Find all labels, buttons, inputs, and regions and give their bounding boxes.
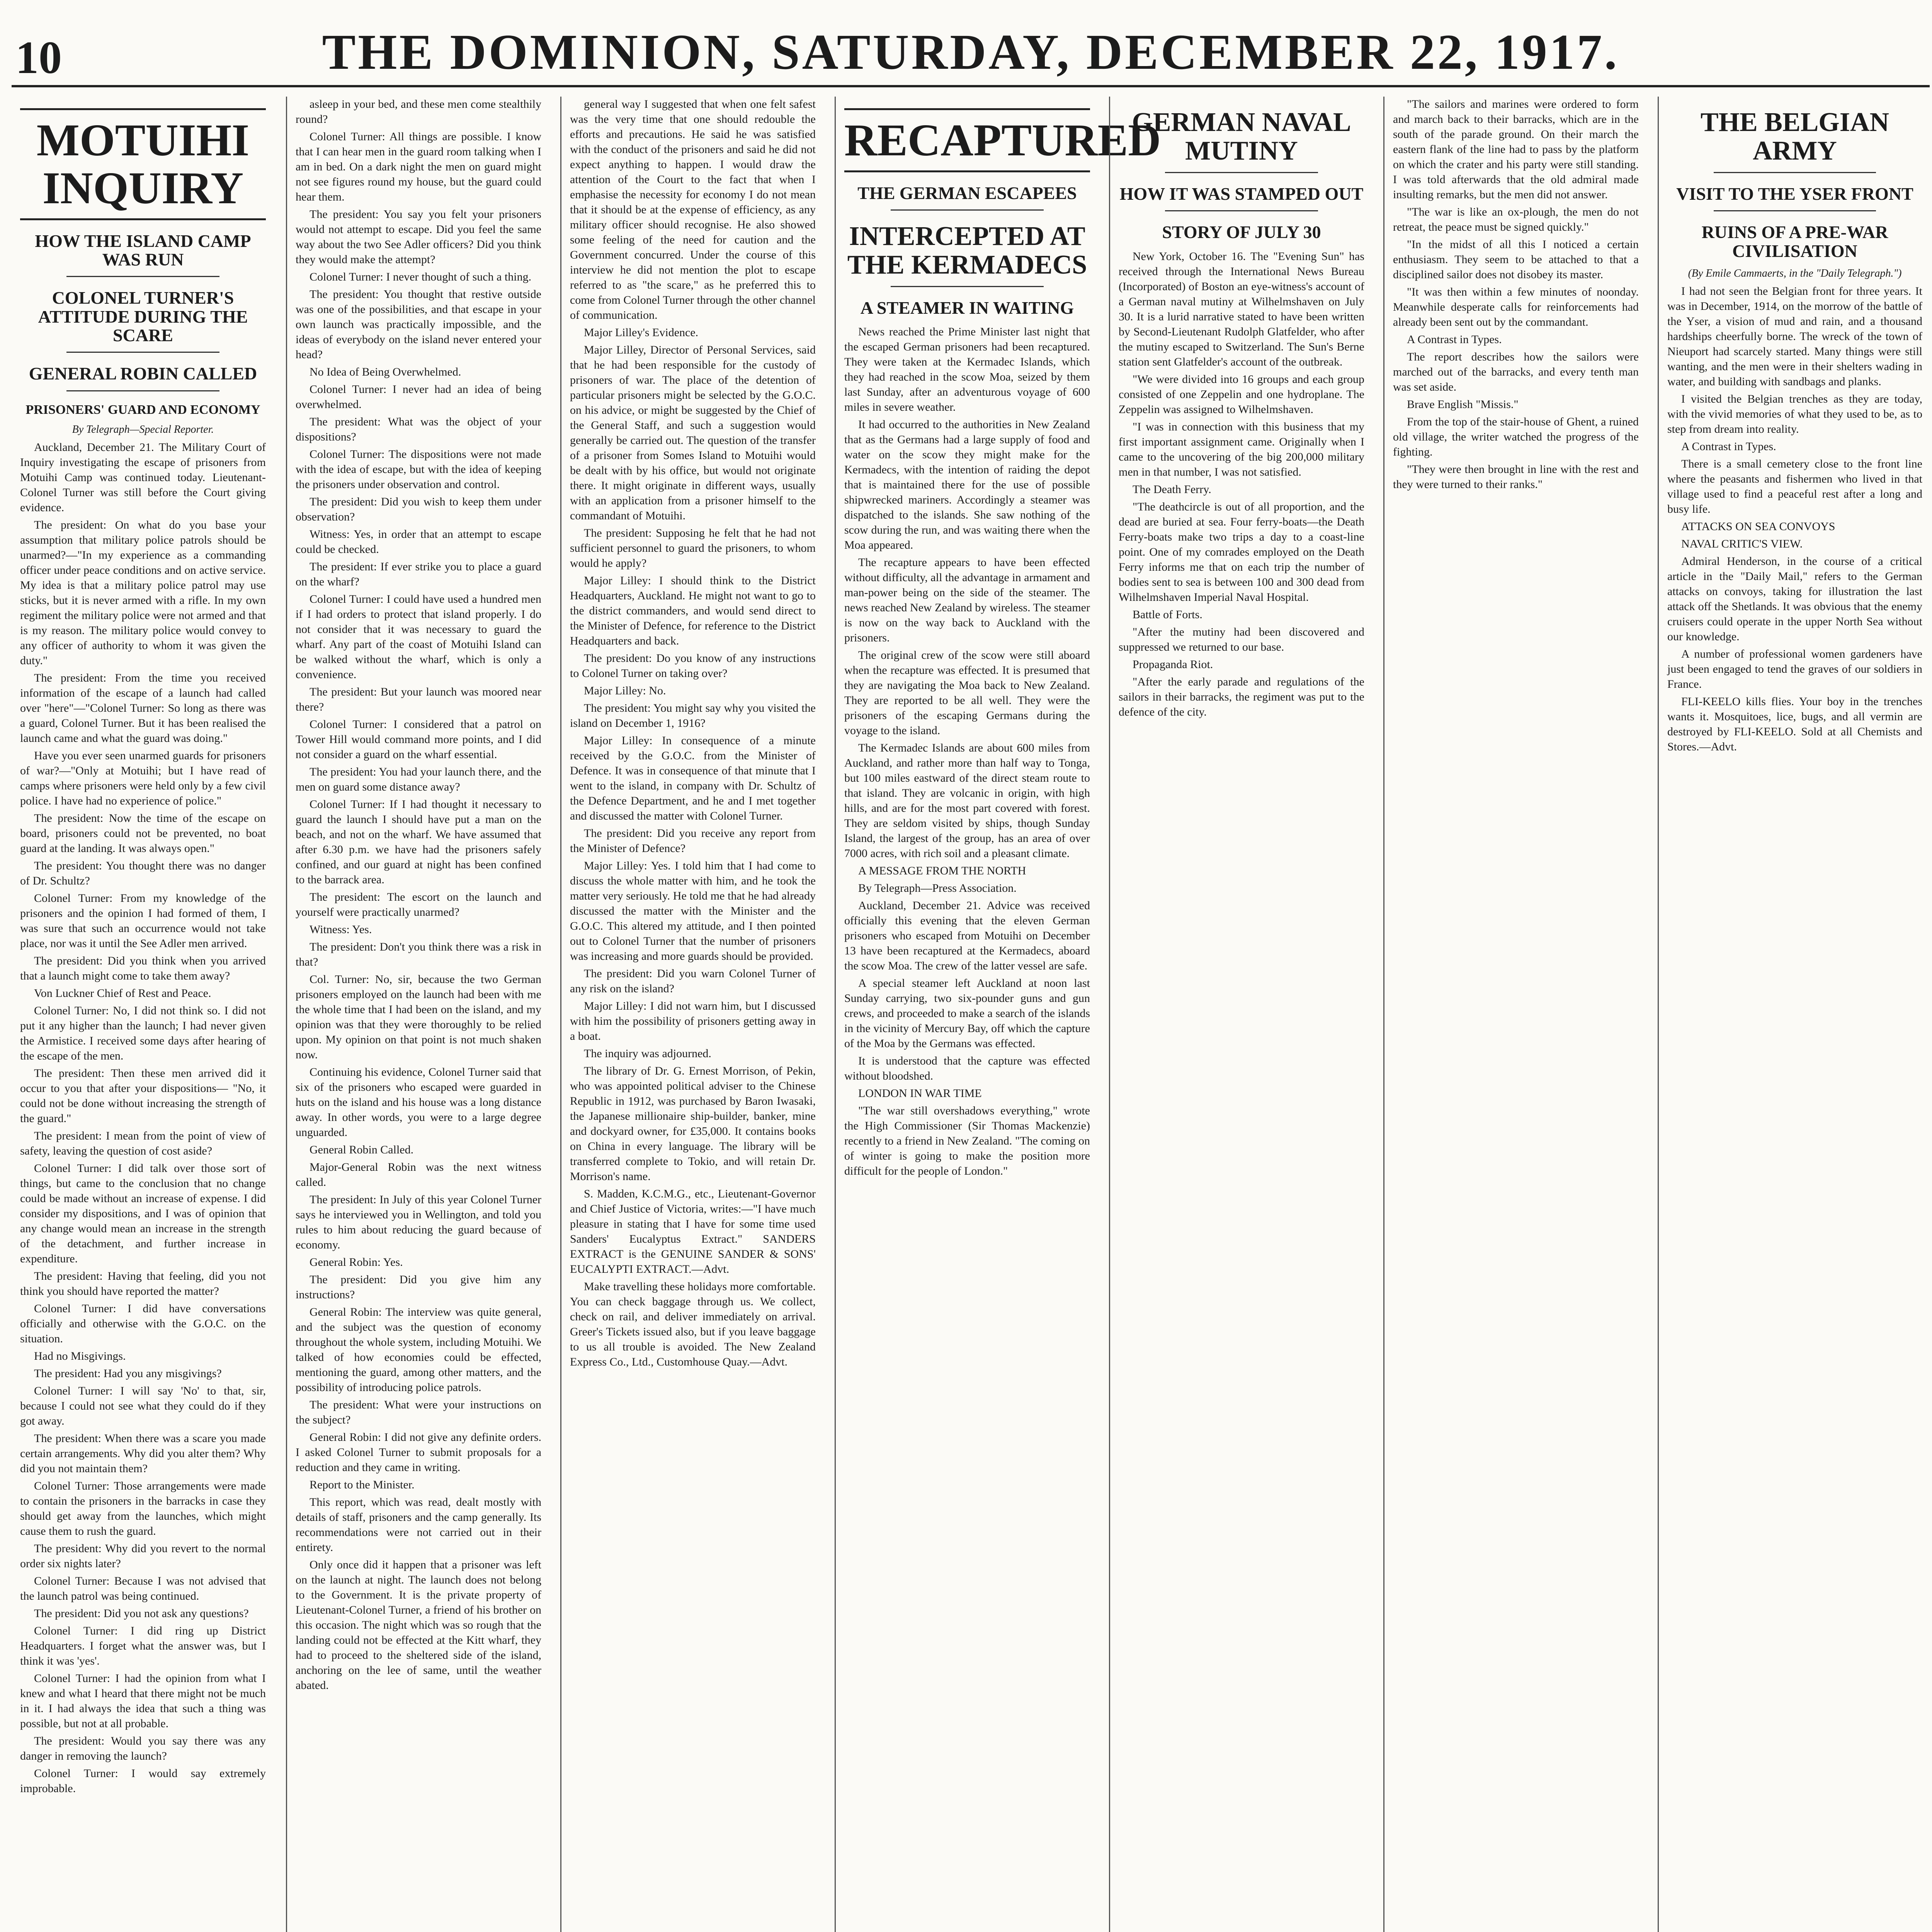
- article-paragraph: The original crew of the scow were still aboard when the recapture was effected. It is presumed that they are navigating the Moa back to New Zealand. They are reported to be all well. They were the prisoners of the escaping Germans during the voyage to the island.: [844, 649, 1090, 737]
- article-paragraph: A special steamer left Auckland at noon last Sunday carrying, two six-pounder guns and gun crews, and proceeded to make a search of the islands in the vicinity of Mercury Bay, off which the capture of the Moa by the Germans was effected.: [844, 977, 1090, 1050]
- article-paragraph: The Death Ferry.: [1133, 483, 1211, 496]
- article-paragraph: Propaganda Riot.: [1133, 658, 1213, 671]
- article-paragraph: Colonel Turner: All things are possible. I know that I can hear men in the guard room talking when I am in bed. On a dark night the men on guard might not see figures round my house, but the guard could hear them.: [296, 130, 541, 203]
- article-paragraph: A number of professional women gardeners have just been engaged to tend the graves of our soldiers in France.: [1667, 647, 1922, 690]
- divider: [1165, 210, 1318, 211]
- article-paragraph: The inquiry was adjourned.: [584, 1047, 711, 1060]
- article-paragraph: By Telegraph—Press Association.: [858, 882, 1017, 895]
- article-paragraph: "The deathcircle is out of all proportion, and the dead are buried at sea. Four ferry-boats—the Death Ferry-boats make two trips a day to a coast-line point. One of my comrades employed on the Death Ferry informs me that on each trip the number of bodies sent to sea is between 100 and 300 dead from Wilhelmshaven Imperial Naval Hospital.: [1119, 500, 1364, 604]
- article-paragraph: The president: Did you not ask any questions?: [34, 1607, 249, 1620]
- article-paragraph: Colonel Turner: From my knowledge of the prisoners and the opinion I had formed of them, I was sure that such an occurrence would not take place, nor was it until the See Adler men arrived.: [20, 892, 266, 950]
- divider: [1165, 172, 1318, 173]
- article-paragraph: From the top of the stair-house of Ghent, a ruined old village, the writer watched the progress of the fighting.: [1393, 415, 1639, 458]
- article-paragraph: The president: Why did you revert to the normal order six nights later?: [20, 1542, 266, 1570]
- article-body: [20, 440, 266, 1796]
- article-paragraph: "After the mutiny had been discovered and suppressed we returned to our base.: [1119, 625, 1364, 653]
- article-paragraph: Von Luckner Chief of Rest and Peace.: [34, 987, 211, 1000]
- article-paragraph: The president: On what do you base your assumption that military police patrols should be unarmed?—"In my experience as a commanding officer under peace conditions and on active service. My idea is that a military police patrol may use sticks, but it is never armed with a rifle. In my own regiment the military police were not armed and that is my reason. The military police would convey to any officer of authority to whom it was given the duty.": [20, 519, 266, 667]
- article-paragraph: "The war still overshadows everything," wrote the High Commissioner (Sir Thomas Mackenzie) recently to a friend in New Zealand. "The coming on of winter is going to make the position more difficult for the people of London.": [844, 1104, 1090, 1178]
- article-paragraph: The president: What were your instructions on the subject?: [296, 1398, 541, 1426]
- article-paragraph: The Kermadec Islands are about 600 miles from Auckland, and rather more than half way to Tonga, but 100 miles eastward of the direct steam route to that island. They are volcanic in origin, with high hills, and are for the most part covered with forest. They are seldom visited by ships, though Sunday Island, the largest of the group, has an area of over 7000 acres, with rich soil and a pleasant climate.: [844, 742, 1090, 860]
- article-paragraph: Col. Turner: No, sir, because the two German prisoners employed on the launch had been with me the whole time that I had been on the island, and my opinion was that they were thoroughly to be relied upon. My opinion on that point is not much shaken now.: [296, 973, 541, 1061]
- article-paragraph: The president: Did you give him any instructions?: [296, 1273, 541, 1301]
- divider: [66, 276, 219, 277]
- deck-4: PRISONERS' GUARD AND ECONOMY: [26, 402, 260, 417]
- article-body: [1393, 97, 1639, 492]
- article-paragraph: Colonel Turner: No, I did not think so. I did not put it any higher than the launch; I had never given the Armistice. I received some days after hearing of the escape of the men.: [20, 1004, 266, 1063]
- newspaper-page: [12, 8, 1930, 1932]
- divider: [1714, 210, 1876, 211]
- article-paragraph: Colonel Turner: I would say extremely improbable.: [20, 1767, 266, 1795]
- article-paragraph: The report describes how the sailors were marched out of the barracks, and every tenth man was set aside.: [1393, 350, 1639, 393]
- deck-2: RUINS OF A PRE-WAR CIVILISATION: [1701, 222, 1888, 261]
- article-paragraph: Had no Misgivings.: [34, 1350, 126, 1363]
- article-paragraph: The president: I mean from the point of view of safety, leaving the question of cost aside?: [20, 1129, 266, 1158]
- article-paragraph: There is a small cemetery close to the front line where the peasants and fishermen who lived in that village used to find a peaceful rest after a long and busy life.: [1667, 457, 1922, 515]
- article-paragraph: "After the early parade and regulations of the sailors in their barracks, the regiment was put to the defence of the city.: [1119, 675, 1364, 718]
- article-paragraph: A Contrast in Types.: [1407, 333, 1502, 346]
- article-paragraph: The president: Then these men arrived did it occur to you that after your dispositions— "No, it could not be done without increasing the strength of the guard.": [20, 1067, 266, 1125]
- article-body: [1119, 249, 1364, 719]
- article-body: [844, 324, 1090, 1179]
- article-paragraph: Major Lilley: No.: [584, 684, 666, 697]
- column-6: [1383, 97, 1647, 1932]
- page-number: 10: [15, 32, 62, 83]
- column-4: [835, 97, 1161, 1932]
- article-paragraph: Colonel Turner: I had the opinion from what I knew and what I heard that there might not be much in it. I had always the idea that such a thing was possible, but not at all probable.: [20, 1672, 266, 1730]
- divider: [891, 286, 1044, 287]
- article-paragraph: Major Lilley's Evidence.: [584, 326, 699, 339]
- article-paragraph: New York, October 16. The "Evening Sun" has received through the International News Bureau (Incorporated) of Boston an eye-witness's account of a German naval mutiny at Wilhelmshaven on July 30. It is a lurid narrative stated to have been written by Second-Lieutenant Rudolph Glatfelder, who after the mutiny escaped to Switzerland. The Sun's Berne station sent Glatfelder's account of the outbreak.: [1119, 250, 1364, 368]
- paper-title: THE DOMINION, SATURDAY, DECEMBER 22, 1917.: [322, 24, 1619, 80]
- article-paragraph: Major Lilley: I should think to the District Headquarters, Auckland. He might not want to go to the district commanders, and would send direct to the Minister of Defence, for reference to the District Headquarters and back.: [570, 574, 816, 647]
- headline-recaptured: RECAPTURED: [844, 108, 1090, 172]
- article-paragraph: ATTACKS ON SEA CONVOYS: [1681, 520, 1835, 533]
- article-paragraph: Major Lilley: In consequence of a minute received by the G.O.C. from the Minister of Defence. It was in consequence of that minute that I went to the island, in company with Dr. Schultz of the Defence Department, and he and I met together and discussed the matter with Colonel Turner.: [570, 734, 816, 822]
- column-7: [1658, 97, 1931, 1932]
- article-paragraph: "It was then within a few minutes of noonday. Meanwhile desperate calls for reinforcements had already been sent out by the commandant.: [1393, 286, 1639, 328]
- deck-1: HOW IT WAS STAMPED OUT: [1119, 184, 1364, 204]
- article-paragraph: Colonel Turner: I did ring up District Headquarters. I forget what the answer was, but I think it was 'yes'.: [20, 1624, 266, 1668]
- byline: By Telegraph—Special Reporter.: [72, 423, 214, 436]
- article-paragraph: Battle of Forts.: [1133, 608, 1202, 621]
- column-3: [560, 97, 824, 1932]
- article-paragraph: General Robin: The interview was quite general, and the subject was the question of economy throughout the whole system, including Motuihi. We talked of how economies could be effected, mentioning the guard, among other matters, and the possibility of introducing police patrols.: [296, 1306, 541, 1394]
- article-paragraph: The president: Had you any misgivings?: [34, 1367, 222, 1380]
- article-paragraph: Colonel Turner: I did talk over those sort of things, but came to the conclusion that no change could be made without an increase of expense. I did consider my dispositions, and I was of opinion that any change would mean an increase in the strength of the detachment, and further increase in expenditure.: [20, 1162, 266, 1265]
- article-paragraph: The president: If ever strike you to place a guard on the wharf?: [296, 560, 541, 588]
- article-paragraph: Witness: Yes, in order that an attempt to escape could be checked.: [296, 528, 541, 556]
- article-paragraph: The president: Did you wish to keep them under observation?: [296, 495, 541, 523]
- headline-motuihi-inquiry: MOTUIHI INQUIRY: [20, 108, 266, 220]
- headline-german-naval-mutiny: GERMAN NAVAL MUTINY: [1132, 107, 1351, 166]
- article-paragraph: The president: You thought that restive outside was one of the possibilities, and that escape in your own launch was practically impossible, and the ideas of everybody on the island never entered your head?: [296, 288, 541, 361]
- article-paragraph: No Idea of Being Overwhelmed.: [310, 366, 461, 378]
- article-paragraph: Colonel Turner: I considered that a patrol on Tower Hill would command more points, and I did not consider a guard on the wharf essential.: [296, 718, 541, 761]
- article-paragraph: The president: The escort on the launch and yourself were practically unarmed?: [296, 891, 541, 918]
- article-paragraph: This report, which was read, dealt mostly with details of staff, prisoners and the camp generally. Its recommendations were not carried out in their entirety.: [296, 1496, 541, 1554]
- article-paragraph: Colonel Turner: If I had thought it necessary to guard the launch I should have put a man on the beach, and not on the wharf. We have assumed that after 6.30 p.m. we have had the prisoners safely confined, and our guard at night has been confined to the barrack area.: [296, 798, 541, 886]
- masthead: [12, 8, 1930, 87]
- article-paragraph: The president: Do you know of any instructions to Colonel Turner on taking over?: [570, 652, 816, 680]
- article-paragraph: "We were divided into 16 groups and each group consisted of one Zeppelin and one hydroplane. The Zeppelin was assigned to Wilhelmshaven.: [1119, 372, 1364, 416]
- article-paragraph: The president: You say you felt your prisoners would not attempt to escape. Did you feel the same way about the two See Adler officers? Did you think they would make the attempt?: [296, 208, 541, 266]
- article-paragraph: News reached the Prime Minister last night that the escaped German prisoners had been recaptured. They were taken at the Kermadec Islands, which they had reached in the scow Moa, seized by them last Sunday, after an adventurous voyage of 600 miles in severe weather.: [844, 325, 1090, 414]
- deck-3: A STEAMER IN WAITING: [860, 298, 1074, 318]
- divider: [1714, 172, 1876, 173]
- article-paragraph: The president: Did you think when you arrived that a launch might come to take them away?: [20, 954, 266, 983]
- article-paragraph: The library of Dr. G. Ernest Morrison, of Pekin, who was appointed political adviser to the Chinese Republic in 1912, was purchased by Baron Iwasaki, the Japanese millionaire ship-builder, banker, mine and dockyard owner, for £35,000. It contains books on China in every language. The library will be transferred complete to Tokio, and will retain Dr. Morrison's name.: [570, 1065, 816, 1183]
- deck-1: HOW THE ISLAND CAMP WAS RUN: [35, 231, 251, 270]
- deck-2: INTERCEPTED AT THE KERMADECS: [847, 221, 1087, 280]
- article-paragraph: Admiral Henderson, in the course of a critical article in the "Daily Mail," refers to the German attacks on convoys, taking for illustration the last attack off the Shetlands. It was obvious that the enemy cruisers could operate in the upper North Sea without our knowledge.: [1667, 554, 1922, 643]
- deck-3: GENERAL ROBIN CALLED: [29, 364, 257, 384]
- article-paragraph: The president: Would you say there was any danger in removing the launch?: [20, 1735, 266, 1763]
- article-paragraph: Major Lilley: Yes. I told him that I had come to discuss the whole matter with him, and he took the matter very seriously. He told me that he had already discussed the matter with the Minister and the G.O.C. This altered my attitude, and I then pointed out to Colonel Turner that the number of prisoners was increasing and more guards should be provided.: [570, 859, 816, 963]
- article-paragraph: Report to the Minister.: [310, 1478, 415, 1491]
- article-paragraph: General Robin: Yes.: [310, 1256, 403, 1269]
- article-paragraph: Colonel Turner: Because I was not advised that the launch patrol was being continued.: [20, 1575, 266, 1603]
- deck-2: STORY OF JULY 30: [1162, 222, 1321, 242]
- article-paragraph: Major-General Robin was the next witness called.: [296, 1161, 541, 1189]
- article-paragraph: A MESSAGE FROM THE NORTH: [858, 864, 1026, 878]
- article-paragraph: General Robin: I did not give any definite orders. I asked Colonel Turner to submit proposals for a reduction and they came in writing.: [296, 1431, 541, 1474]
- byline: (By Emile Cammaerts, in the "Daily Telegraph."): [1688, 267, 1902, 279]
- article-paragraph: The president: In July of this year Colonel Turner says he interviewed you in Wellington, and told you rules to him about reducing the guard because of economy.: [296, 1193, 541, 1251]
- article-paragraph: Colonel Turner: I did have conversations officially and otherwise with the G.O.C. on the situation.: [20, 1302, 266, 1345]
- article-paragraph: Colonel Turner: I never had an idea of being overwhelmed.: [296, 383, 541, 411]
- article-paragraph: Colonel Turner: I could have used a hundred men if I had orders to protect that island properly. I do not consider that it was necessary to guard the wharf. Any part of the coast of Motuihi Island can be walked without the wharf, which is only a convenience.: [296, 593, 541, 681]
- article-paragraph: The president: You had your launch there, and the men on guard some distance away?: [296, 765, 541, 793]
- article-paragraph: The president: What was the object of your dispositions?: [296, 415, 541, 443]
- article-paragraph: Witness: Yes.: [310, 923, 372, 936]
- article-paragraph: "They were then brought in line with the rest and they were turned to their ranks.": [1393, 463, 1639, 491]
- article-body: [1667, 284, 1922, 754]
- deck-1: THE GERMAN ESCAPEES: [857, 183, 1077, 203]
- divider: [66, 352, 219, 353]
- article-paragraph: The president: You thought there was no danger of Dr. Schultz?: [20, 859, 266, 888]
- divider: [891, 209, 1044, 211]
- article-paragraph: Have you ever seen unarmed guards for prisoners of war?—"Only at Motuihi; but I have read of camps where prisoners were held only by a few civil police. I have had no experience of police.": [20, 749, 266, 808]
- article-paragraph: The recapture appears to have been effected without difficulty, all the advantage in armament and man-power being on the side of the steamer. The news reached New Zealand by wireless. The steamer is now on the way back to Auckland with the prisoners.: [844, 556, 1090, 645]
- columns: [12, 97, 1930, 1932]
- article-paragraph: Brave English "Missis.": [1407, 398, 1519, 411]
- article-paragraph: I had not seen the Belgian front for three years. It was in December, 1914, on the morrow of the battle of the Yser, a vision of mud and rain, and a thousand hardships cheerfully borne. The wreck of the town of Nieuport had scarcely started. Many things were still wanting, and the men were in their shelters wading in water, and building with sandbags and planks.: [1667, 284, 1922, 388]
- deck-1: VISIT TO THE YSER FRONT: [1676, 184, 1913, 204]
- article-paragraph: Continuing his evidence, Colonel Turner said that six of the prisoners who escaped were guarded in huts on the island and his house was a long distance away. In other words, you were to a large degree unguarded.: [296, 1066, 541, 1139]
- article-paragraph: Colonel Turner: Those arrangements were made to contain the prisoners in the barracks in case they should get away from the launches, which might cause them to rush the guard.: [20, 1480, 266, 1538]
- column-2: [286, 97, 550, 1932]
- article-paragraph: LONDON IN WAR TIME: [858, 1087, 982, 1100]
- column-1: [12, 97, 274, 1932]
- article-paragraph: NAVAL CRITIC'S VIEW.: [1681, 537, 1803, 550]
- article-paragraph: The president: Don't you think there was a risk in that?: [296, 940, 541, 968]
- article-body: [570, 97, 816, 1369]
- article-paragraph: Auckland, December 21. Advice was received officially this evening that the eleven German prisoners who escaped from Motuihi on December 13 have been recaptured at the Kermadecs, aboard the scow Moa. The crew of the latter vessel are safe.: [844, 899, 1090, 973]
- article-paragraph: The president: But your launch was moored near there?: [296, 685, 541, 713]
- divider: [66, 390, 219, 391]
- article-paragraph: "I was in connection with this business that my first important assignment came. Originally when I came to the uncovering of the big 200,000 military men in that number, I was not satisfied.: [1119, 420, 1364, 478]
- article-paragraph: The president: Having that feeling, did you not think you should have reported the matter?: [20, 1270, 266, 1298]
- article-paragraph: Colonel Turner: I will say 'No' to that, sir, because I could not see what they could do if they got away.: [20, 1384, 266, 1428]
- article-paragraph: FLI-KEELO kills flies. Your boy in the trenches wants it. Mosquitoes, lice, bugs, and all vermin are destroyed by FLI-KEELO. Sold at all Chemists and Stores.—Advt.: [1667, 695, 1922, 753]
- article-paragraph: Colonel Turner: I never thought of such a thing.: [310, 270, 532, 283]
- article-paragraph: I visited the Belgian trenches as they are today, with the vivid memories of what they used to be, as to step from dream into reality.: [1667, 392, 1922, 435]
- article-paragraph: Make travelling these holidays more comfortable. You can check baggage through us. We collect, check on rail, and deliver immediately on arrival. Greer's Tickets issued also, but if you leave baggage to us all trouble is avoided. The New Zealand Express Co., Ltd., Customhouse Quay.—Advt.: [570, 1280, 816, 1368]
- article-paragraph: The president: From the time you received information of the escape of a launch had called over "here"—"Colonel Turner: So long as there was a guard, Colonel Turner. But it has been realised the launch came and what the guard was doing.": [20, 672, 266, 745]
- article-paragraph: Auckland, December 21. The Military Court of Inquiry investigating the escape of prisoners from Motuihi Camp was continued today. Lieutenant-Colonel Turner was still before the Court giving evidence.: [20, 441, 266, 514]
- article-paragraph: "The war is like an ox-plough, the men do not retreat, the peace must be signed quickly.": [1393, 206, 1639, 233]
- article-paragraph: The president: Did you warn Colonel Turner of any risk on the island?: [570, 967, 816, 995]
- article-paragraph: general way I suggested that when one felt safest was the very time that one should redouble the efforts and precautions. He said he was satisfied with the conduct of the prisoners and said he did not expect anything to happen. I would draw the attention of the Court to the fact that when I emphasise the necessity for economy I do not mean that it should be at the expense of efficiency, as any military officer should recognise. He also showed some feeling of the need for caution and the Government concurred. Under the course of this interview he did not mention the plot to escape referred to as "the scare," as he preferred this to come from Colonel Turner through the other channel of communication.: [570, 98, 816, 321]
- article-paragraph: S. Madden, K.C.M.G., etc., Lieutenant-Governor and Chief Justice of Victoria, writes:—"I have much pleasure in stating that I have for some time used Sanders' Eucalyptus Extract." SANDERS EXTRACT is the GENUINE SANDER & SONS' EUCALYPTI EXTRACT.—Advt.: [570, 1187, 816, 1276]
- article-paragraph: It is understood that the capture was effected without bloodshed.: [844, 1054, 1090, 1083]
- deck-2: COLONEL TURNER'S ATTITUDE DURING THE SCARE: [38, 288, 248, 345]
- article-paragraph: Only once did it happen that a prisoner was left on the launch at night. The launch does not belong to the Government. It is the private property of Lieutenant-Colonel Turner, a friend of his brother on this occasion. The night which was so rough that the landing could not be effected at the Kitt wharf, they had to proceed to the sheltered side of the island, anchoring on the lee of same, until the weather abated.: [296, 1558, 541, 1692]
- article-paragraph: asleep in your bed, and these men come stealthily round?: [296, 98, 541, 126]
- article-body: [296, 97, 541, 1693]
- article-paragraph: It had occurred to the authorities in New Zealand that as the Germans had a large supply of food and water on the scow they might make for the Kermadecs, with the intention of raiding the depot that is maintained there for the use of possible shipwrecked mariners. Accordingly a steamer was dispatched to the islands. She saw nothing of the scow during the run, and was waiting there when the Moa appeared.: [844, 418, 1090, 552]
- column-5: [1109, 97, 1373, 1932]
- article-paragraph: "In the midst of all this I noticed a certain enthusiasm. They seem to be attached to that a disciplined sailor does not disobey its master.: [1393, 238, 1639, 281]
- article-paragraph: Colonel Turner: The dispositions were not made with the idea of escape, but with the idea of keeping the prisoners under observation and control.: [296, 448, 541, 491]
- headline-belgian-army: THE BELGIAN ARMY: [1700, 107, 1889, 166]
- article-paragraph: The president: You might say why you visited the island on December 1, 1916?: [570, 702, 816, 730]
- article-paragraph: A Contrast in Types.: [1681, 440, 1776, 453]
- article-paragraph: General Robin Called.: [310, 1143, 414, 1156]
- article-paragraph: The president: When there was a scare you made certain arrangements. Why did you alter them? Why did you not maintain them?: [20, 1432, 266, 1475]
- article-paragraph: The president: Supposing he felt that he had not sufficient personnel to guard the prisoners, to whom would he apply?: [570, 527, 816, 570]
- article-paragraph: "The sailors and marines were ordered to form and march back to their barracks, which are in the south of the parade ground. On their march the eastern flank of the line had to pass by the platform on which the crater and his party were still standing. I was told afterwards that the old admiral made insulting remarks, but the men did not answer.: [1393, 98, 1639, 201]
- article-paragraph: Major Lilley: I did not warn him, but I discussed with him the possibility of prisoners getting away in a boat.: [570, 1000, 816, 1043]
- article-paragraph: Major Lilley, Director of Personal Services, said that he had been responsible for the custody of prisoners of war. The place of the detention of particular prisoners might be selected by the G.O.C. on his advice, or might be suggested by the Chief of the General Staff, and such a suggestion would generally be carried out. The question of the transfer of a prisoner from Somes Island to Motuihi would be dealt with by his office, but would not originate there. It might originate in different ways, usually with an application from a prisoner himself to the commandant of Motuihi.: [570, 344, 816, 522]
- article-paragraph: The president: Now the time of the escape on board, prisoners could not be prevented, no boat guard at the landing. It was always open.": [20, 812, 266, 855]
- article-paragraph: The president: Did you receive any report from the Minister of Defence?: [570, 827, 816, 855]
